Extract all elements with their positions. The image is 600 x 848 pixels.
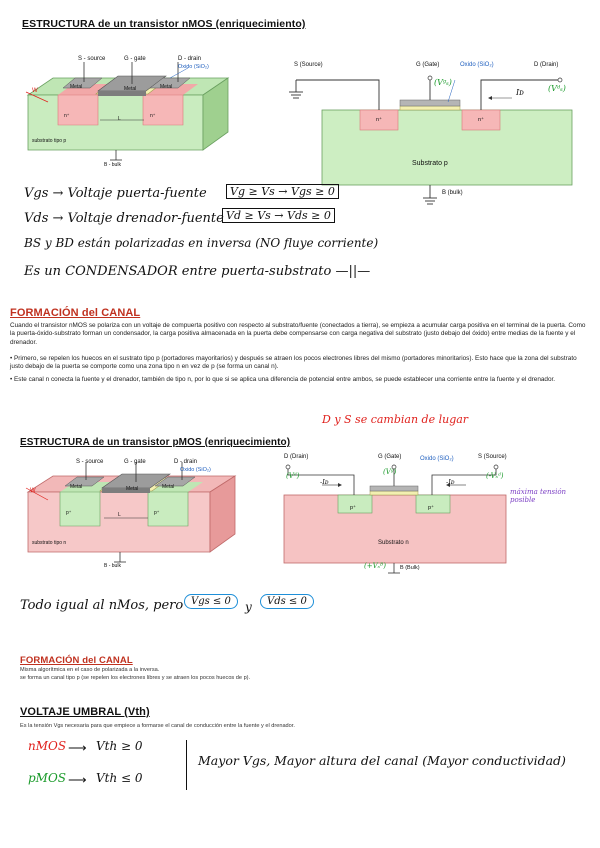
- pmos-note-vgs-oval: Vgs ≤ 0: [184, 594, 238, 609]
- pmos-note-vds-oval: Vds ≤ 0: [260, 594, 314, 609]
- nmos-3d-oxide: Oxido (SiO₂): [178, 64, 209, 70]
- pmos-cross-id-right: -Iᴅ: [446, 478, 455, 486]
- pmos-cross-p-left: p⁺: [350, 505, 356, 511]
- pmos-cross-vg: (Vᵍ): [383, 468, 397, 476]
- pmos-3d-drain: D - drain: [174, 459, 198, 465]
- vth-title: VOLTAJE UMBRAL (Vth): [20, 706, 150, 718]
- nmos-3d-bulk: B - bulk: [104, 162, 121, 168]
- pmos-note-left: Todo igual al nMos, pero: [20, 598, 184, 613]
- pmos-3d-w: W: [30, 488, 36, 494]
- nmos-cross-drain: D (Drain): [534, 62, 559, 68]
- nmos-cross-n-left: n⁺: [376, 117, 382, 123]
- canal1-paragraph-3: • Este canal n conecta la fuente y el drenador, también de tipo n, por lo que si se aplica una diferencia de potencial entre ambos, se puede establecer una corriente entre la fuente y el drenador.: [10, 376, 556, 383]
- nmos-3d-metal-left: Metal: [70, 84, 83, 90]
- pmos-note-and: y: [245, 600, 252, 614]
- pmos-cross-gate: G (Gate): [378, 454, 402, 460]
- nmos-3d-diagram: [18, 50, 248, 175]
- pmos-3d-p-right: p⁺: [154, 510, 160, 516]
- pmos-cross-source: S (Source): [478, 454, 507, 460]
- nmos-3d-metal-center: Metal: [124, 86, 137, 92]
- nmos-note-vds-box: Vd ≥ Vs → Vds ≥ 0: [222, 208, 335, 223]
- nmos-cross-vds: (Vᵈₛ): [548, 84, 566, 93]
- vth-pmos-relation: Vth ≤ 0: [96, 771, 143, 785]
- vth-nmos-relation: Vth ≥ 0: [96, 739, 143, 753]
- pmos-cross-note: máxima tensión posible: [510, 488, 567, 504]
- pmos-cross-bulk: B (Bulk): [400, 565, 420, 571]
- pmos-cross-p-right: p⁺: [428, 505, 434, 511]
- nmos-3d-l: L: [118, 116, 121, 122]
- nmos-cross-gate: G (Gate): [416, 62, 440, 68]
- pmos-3d-metal-left: Metal: [70, 484, 83, 490]
- pmos-3d-metal-right: Metal: [162, 484, 175, 490]
- nmos-cross-n-right: n⁺: [478, 117, 484, 123]
- nmos-note-vgs-box: Vg ≥ Vs → Vgs ≥ 0: [226, 184, 339, 199]
- nmos-note-polarizadas: BS y BD están polarizadas en inversa (NO fluye corriente): [24, 236, 379, 250]
- canal2-line-1: Misma algorítmica en el caso de polarizada a la inversa.: [20, 667, 160, 673]
- canal1-paragraph-1: Cuando el transistor nMOS se polariza con un voltaje de compuerta positivo con respecto al substrato/fuente (conectados a tierra), se empieza a acumular carga positiva en el terminal de la puerta. Como la puerta-óxido-substrato forman un condensador, la carga positiva almacenada en la puerta debe compensarse con carga negativa del substrato (justo debajo del óxido) entre medias de la fuente y el drenador.: [10, 322, 586, 346]
- pmos-3d-oxide: Oxido (SiO₂): [180, 467, 211, 473]
- nmos-cross-oxide: Oxido (SiO₂): [460, 62, 494, 68]
- nmos-note-vds: Vds → Voltaje drenador-fuente: [24, 211, 224, 226]
- nmos-title: ESTRUCTURA de un transistor nMOS (enriquecimiento): [22, 18, 306, 30]
- nmos-cross-id: Iᴅ: [516, 88, 524, 97]
- pmos-3d-p-left: p⁺: [66, 510, 72, 516]
- pmos-3d-substrate: substrato tipo n: [32, 540, 67, 546]
- vth-nmos-arrow: ⟶: [68, 740, 87, 755]
- vth-right-note: Mayor Vgs, Mayor altura del canal (Mayor conductividad): [198, 753, 566, 768]
- vth-description: Es la tensión Vgs necesaria para que empiece a formarse el canal de conducción entre la fuente y el drenador.: [20, 723, 295, 729]
- nmos-cross-substrate: Substrato p: [412, 160, 448, 167]
- canal2-line-2: se forma un canal tipo p (se repelen los electrones libres y se atraen los pocos huecos de p).: [20, 675, 251, 681]
- nmos-3d-gate: G - gate: [124, 56, 146, 62]
- nmos-cross-bulk: B (bulk): [442, 190, 463, 196]
- pmos-3d-l: L: [118, 512, 121, 518]
- pmos-cross-vs: (-Vₛᵈ): [486, 472, 504, 480]
- pmos-cross-substrate: Substrato n: [378, 540, 409, 546]
- pmos-handnote: D y S se cambian de lugar: [322, 413, 469, 426]
- pmos-3d-diagram: [20, 452, 260, 577]
- pmos-cross-vd: (Vᵈ): [286, 472, 300, 480]
- nmos-3d-metal-right: Metal: [160, 84, 173, 90]
- nmos-note-vgs: Vgs → Voltaje puerta-fuente: [24, 186, 207, 201]
- pmos-cross-oxide: Oxido (SiO₂): [420, 456, 454, 462]
- pmos-cross-id-left: -Iᴅ: [320, 478, 329, 486]
- nmos-3d-source: S - source: [78, 56, 106, 62]
- nmos-3d-n-right: n⁺: [150, 113, 156, 119]
- pmos-3d-gate: G - gate: [124, 459, 146, 465]
- pmos-cross-vsb: (+Vₛᴮ): [364, 562, 386, 570]
- pmos-cross-section: [282, 455, 512, 580]
- vth-pmos-label: pMOS: [28, 771, 67, 785]
- vth-pmos-arrow: ⟶: [68, 772, 87, 787]
- canal1-title: FORMACIÓN del CANAL: [10, 307, 141, 319]
- nmos-3d-drain: D - drain: [178, 56, 202, 62]
- vth-nmos-label: nMOS: [28, 739, 67, 753]
- pmos-title: ESTRUCTURA de un transistor pMOS (enriquecimiento): [20, 437, 291, 448]
- vth-divider: [186, 740, 187, 790]
- nmos-cross-source: S (Source): [294, 62, 323, 68]
- nmos-3d-n-left: n⁺: [64, 113, 70, 119]
- canal2-title: FORMACIÓN del CANAL: [20, 655, 133, 666]
- nmos-note-condensador: Es un CONDENSADOR entre puerta-substrato —||—: [24, 264, 371, 279]
- nmos-cross-vgs: (Vᵍₛ): [434, 78, 452, 87]
- pmos-3d-bulk: B - bulk: [104, 563, 121, 569]
- nmos-3d-substrate: substrato tipo p: [32, 138, 67, 144]
- pmos-3d-source: S - source: [76, 459, 104, 465]
- nmos-3d-w: W: [32, 88, 38, 94]
- canal1-paragraph-2: • Primero, se repelen los huecos en el sustrato tipo p (portadores mayoritarios) y después se atraen los pocos electrones libres del mismo (portadores minoritarios). Esto hace que la zona del substrato justo debajo de la puerta se comporte como una zona tipo n en vez de p (se forma un canal n).: [10, 355, 577, 371]
- pmos-3d-metal-center: Metal: [126, 486, 139, 492]
- pmos-cross-drain: D (Drain): [284, 454, 309, 460]
